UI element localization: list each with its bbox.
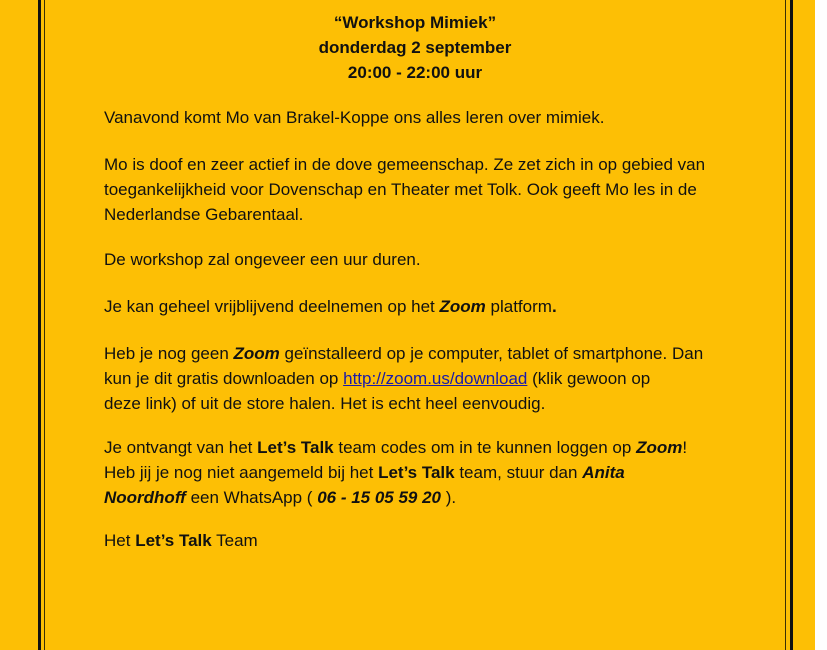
- intro-text: Vanavond komt Mo van Brakel-Koppe ons alles leren over mimiek.: [104, 108, 605, 127]
- signature-paragraph: [104, 528, 764, 553]
- bio-line-1: Mo is doof en zeer actief in de dove gemeenschap. Ze zet zich in op gebied van: [104, 155, 706, 174]
- codes-l1-end: !: [682, 438, 688, 457]
- bio-paragraph: [104, 152, 764, 227]
- event-title: “Workshop Mimiek”: [333, 13, 497, 32]
- install-l2-post: (klik gewoon op: [527, 369, 651, 388]
- left-inner-border: [44, 0, 45, 650]
- codes-l3-mid: een WhatsApp (: [185, 488, 318, 507]
- platform-text-end: .: [551, 297, 557, 316]
- install-l1-pre: Heb je nog geen: [104, 344, 234, 363]
- install-l2-pre: kun je dit gratis downloaden op: [104, 369, 344, 388]
- duration-paragraph: [104, 247, 764, 272]
- flyer-header: [45, 10, 785, 85]
- bio-line-2: toegankelijkheid voor Dovenschap en Theater met Tolk. Ook geeft Mo les in de: [104, 180, 697, 199]
- lets-talk-brand-2: Let’s Talk: [378, 463, 455, 482]
- install-l1-post: geïnstalleerd op je computer, tablet of smartphone. Dan: [279, 344, 704, 363]
- zoom-brand: Zoom: [439, 297, 486, 316]
- right-inner-border: [785, 0, 786, 650]
- platform-text-post: platform: [485, 297, 552, 316]
- event-date: donderdag 2 september: [318, 38, 512, 57]
- codes-l2-pre: Heb jij je nog niet aangemeld bij het: [104, 463, 379, 482]
- left-border: [38, 0, 41, 650]
- lets-talk-brand-3: Let’s Talk: [135, 531, 212, 550]
- codes-paragraph: [104, 435, 764, 510]
- intro-paragraph: [104, 105, 764, 130]
- codes-l3-end: ).: [441, 488, 457, 507]
- signature-post: Team: [211, 531, 258, 550]
- zoom-download-link[interactable]: http://zoom.us/download: [343, 369, 528, 388]
- install-paragraph: [104, 341, 764, 416]
- contact-first-name: Anita: [582, 463, 625, 482]
- install-l3: deze link) of uit de store halen. Het is echt heel eenvoudig.: [104, 394, 546, 413]
- signature-pre: Het: [104, 531, 136, 550]
- event-time: 20:00 - 22:00 uur: [347, 63, 483, 82]
- lets-talk-brand: Let’s Talk: [257, 438, 334, 457]
- codes-l1-mid: team codes om in te kunnen loggen op: [333, 438, 637, 457]
- zoom-brand-2: Zoom: [233, 344, 280, 363]
- codes-l1-pre: Je ontvangt van het: [104, 438, 258, 457]
- platform-paragraph: [104, 294, 764, 319]
- contact-phone: 06 - 15 05 59 20: [317, 488, 442, 507]
- platform-text-pre: Je kan geheel vrijblijvend deelnemen op het: [104, 297, 440, 316]
- right-border: [790, 0, 793, 650]
- duration-text: De workshop zal ongeveer een uur duren.: [104, 250, 421, 269]
- bio-line-3: Nederlandse Gebarentaal.: [104, 205, 304, 224]
- contact-last-name: Noordhoff: [104, 488, 186, 507]
- codes-l2-mid: team, stuur dan: [454, 463, 583, 482]
- zoom-brand-3: Zoom: [636, 438, 683, 457]
